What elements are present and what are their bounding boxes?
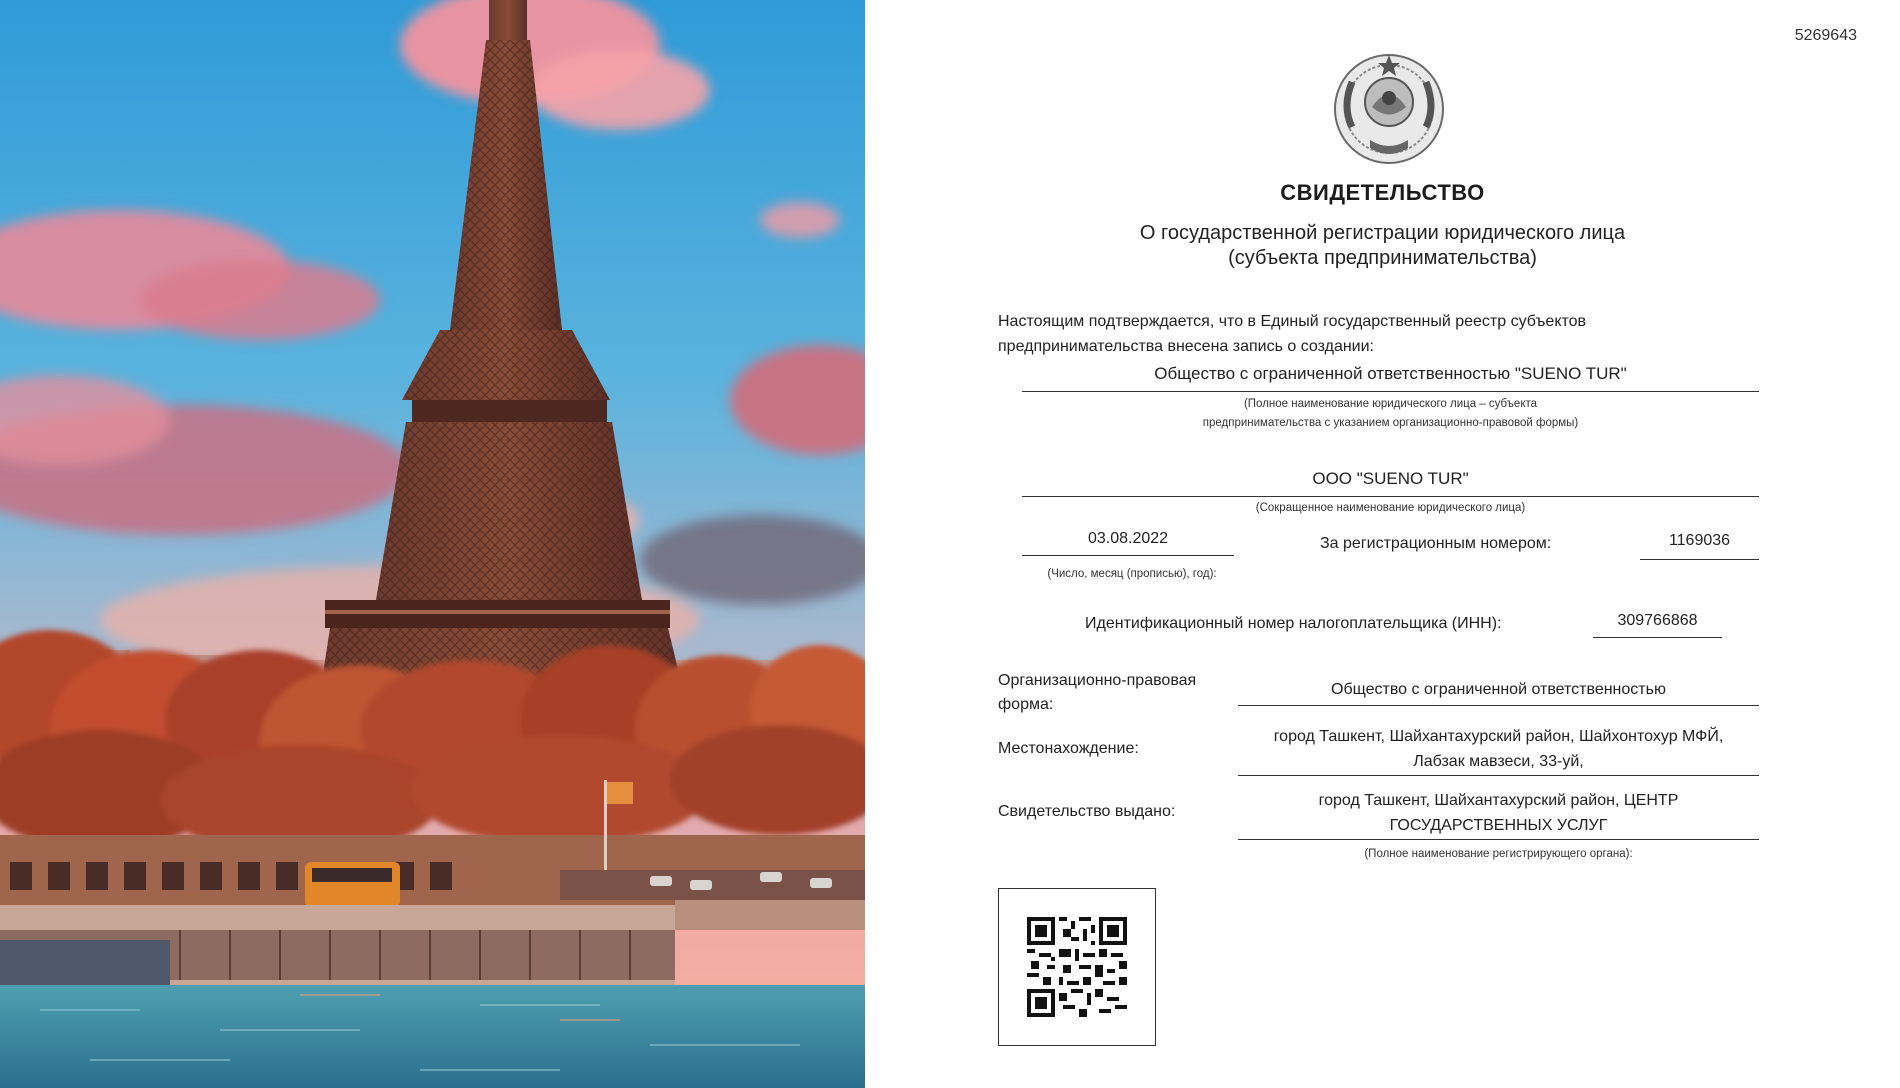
subtitle-line-1: О государственной регистрации юридического лица [1139,222,1626,244]
intro-text [998,309,1678,359]
location-line-1: город Ташкент, Шайхантахурский район, Шайхонтохур МФЙ, [1273,728,1724,745]
full-name-value: Общество с ограниченной ответственностью "SUENO TUR" [1022,364,1759,392]
document-number: 5269643 [1794,27,1857,44]
full-name-note-line-2: предпринимательства с указанием организационно-правовой формы) [1202,417,1579,429]
location-label: Местонахождение: [998,740,1139,757]
issued-by-label: Свидетельство выдано: [998,803,1176,820]
state-emblem-icon [1332,52,1446,166]
eiffel-tower-photo [0,0,865,1088]
location-value [1238,724,1759,776]
registration-date: 03.08.2022 [1022,530,1234,556]
org-form-label [998,669,1228,717]
inn-value: 309766868 [1593,612,1722,638]
intro-line-1: Настоящим подтверждается, что в Единый государственный реестр субъектов [998,313,1587,330]
qr-code-icon [1027,917,1127,1017]
river-seine [0,985,865,1088]
org-form-value: Общество с ограниченной ответственностью [1238,681,1759,706]
reg-number-label: За регистрационным номером: [1320,535,1552,552]
short-name-note: (Сокращенное наименование юридического лица) [1255,502,1526,514]
location-line-2: Лабзак мавзеси, 33-уй, [1413,753,1584,770]
photo-illustration [0,0,865,1088]
date-note: (Число, месяц (прописью), год): [1047,568,1217,580]
qr-code-frame [998,888,1156,1046]
issued-line-1: город Ташкент, Шайхантахурский район, ЦЕНТР [1318,792,1679,809]
full-name-note [1022,395,1759,433]
short-name-value: ООО "SUENO TUR" [1022,469,1759,497]
org-form-label-line-2: форма: [998,696,1054,713]
intro-line-2: предпринимательства внесена запись о создании: [998,338,1374,355]
certificate-title: СВИДЕТЕЛЬСТВО [1280,180,1485,205]
subtitle-line-2: (субъекта предпринимательства) [1228,247,1537,269]
certificate-subtitle [865,221,1900,271]
org-form-label-line-1: Организационно-правовая [998,672,1197,689]
full-name-note-line-1: (Полное наименование юридического лица – субъекта [1243,398,1538,410]
registration-certificate [865,0,1900,1088]
issuer-note: (Полное наименование регистрирующего органа): [1364,848,1633,860]
issued-by-value [1238,788,1759,840]
issued-line-2: ГОСУДАРСТВЕННЫХ УСЛУГ [1389,817,1608,834]
inn-label: Идентификационный номер налогоплательщика (ИНН): [1085,615,1502,632]
reg-number-value: 1169036 [1640,532,1759,560]
